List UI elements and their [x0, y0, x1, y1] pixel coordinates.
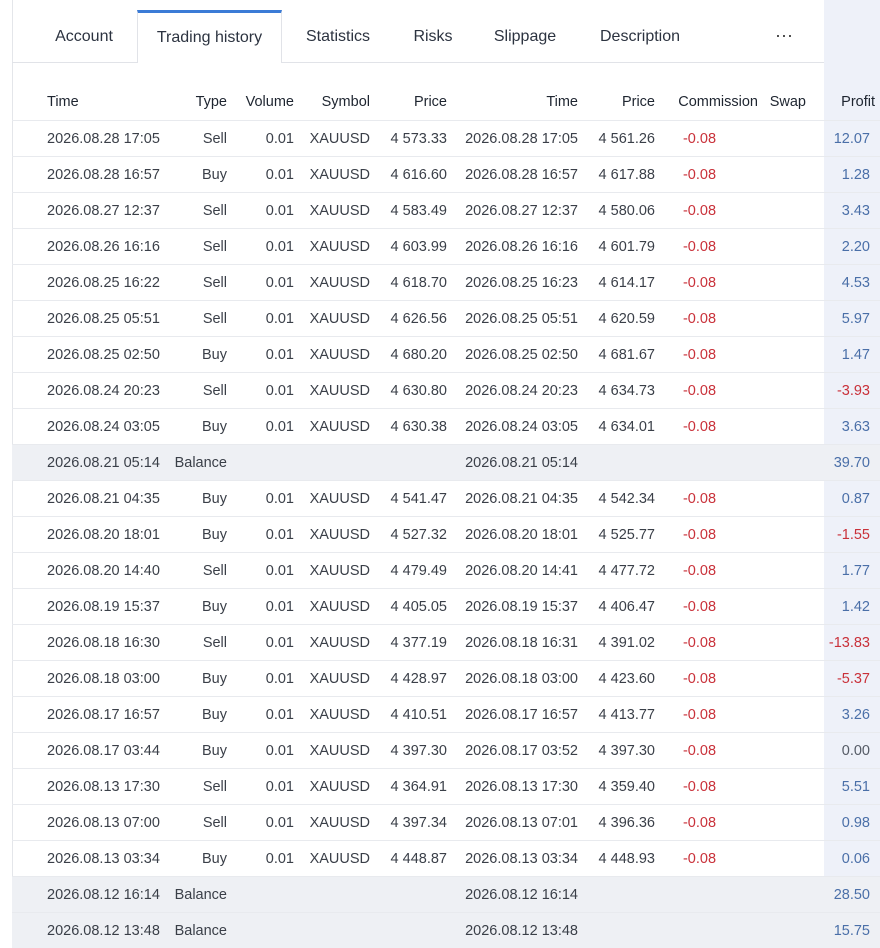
cell-swap: [758, 517, 820, 553]
table-row[interactable]: [12, 481, 880, 517]
tab-bar: [12, 10, 824, 63]
cell-symbol: XAUUSD: [294, 661, 370, 697]
cell-symbol: XAUUSD: [294, 121, 370, 157]
cell-open-price: 4 527.32: [370, 517, 447, 553]
cell-profit: 3.63: [820, 409, 880, 445]
cell-type: Buy: [156, 481, 227, 517]
cell-volume: 0.01: [227, 841, 294, 877]
cell-close-time: 2026.08.17 16:57: [447, 697, 578, 733]
cell-volume: 0.01: [227, 625, 294, 661]
cell-symbol: XAUUSD: [294, 517, 370, 553]
cell-swap: [758, 337, 820, 373]
cell-symbol: XAUUSD: [294, 805, 370, 841]
cell-type: Sell: [156, 229, 227, 265]
cell-commission: -0.08: [655, 625, 758, 661]
cell-close-time: 2026.08.12 13:48: [447, 913, 578, 948]
column-header-open-price[interactable]: Price: [370, 84, 447, 121]
table-row[interactable]: [12, 157, 880, 193]
cell-swap: [758, 877, 820, 913]
tab-risks[interactable]: Risks: [402, 10, 464, 62]
table-row[interactable]: [12, 517, 880, 553]
trading-history-table: [12, 84, 880, 948]
cell-symbol: XAUUSD: [294, 841, 370, 877]
cell-open-price: 4 630.80: [370, 373, 447, 409]
cell-volume: 0.01: [227, 337, 294, 373]
table-row[interactable]: [12, 841, 880, 877]
table-row[interactable]: [12, 265, 880, 301]
cell-close-price: 4 617.88: [578, 157, 655, 193]
cell-profit: 5.97: [820, 301, 880, 337]
cell-symbol: XAUUSD: [294, 409, 370, 445]
cell-close-time: 2026.08.25 05:51: [447, 301, 578, 337]
cell-volume: 0.01: [227, 373, 294, 409]
cell-open-time: 2026.08.24 03:05: [12, 409, 156, 445]
cell-commission: -0.08: [655, 661, 758, 697]
cell-profit: -1.55: [820, 517, 880, 553]
cell-swap: [758, 913, 820, 948]
cell-swap: [758, 301, 820, 337]
cell-type: Balance: [156, 877, 227, 913]
cell-open-price: 4 397.30: [370, 733, 447, 769]
cell-type: Balance: [156, 445, 227, 481]
cell-commission: -0.08: [655, 229, 758, 265]
cell-close-price: 4 620.59: [578, 301, 655, 337]
cell-volume: 0.01: [227, 301, 294, 337]
column-header-profit[interactable]: Profit: [820, 84, 880, 121]
cell-symbol: XAUUSD: [294, 733, 370, 769]
cell-symbol: [294, 445, 370, 481]
table-row[interactable]: [12, 229, 880, 265]
cell-commission: -0.08: [655, 409, 758, 445]
cell-volume: 0.01: [227, 661, 294, 697]
cell-open-price: 4 541.47: [370, 481, 447, 517]
cell-swap: [758, 805, 820, 841]
cell-close-price: [578, 913, 655, 948]
cell-volume: 0.01: [227, 481, 294, 517]
table-row[interactable]: [12, 445, 880, 481]
tab-statistics[interactable]: Statistics: [288, 10, 388, 62]
cell-profit: 15.75: [820, 913, 880, 948]
cell-commission: -0.08: [655, 301, 758, 337]
column-header-close-price[interactable]: Price: [578, 84, 655, 121]
cell-swap: [758, 841, 820, 877]
cell-close-price: 4 681.67: [578, 337, 655, 373]
cell-commission: -0.08: [655, 193, 758, 229]
cell-close-price: [578, 877, 655, 913]
cell-commission: -0.08: [655, 121, 758, 157]
cell-close-price: 4 561.26: [578, 121, 655, 157]
cell-volume: 0.01: [227, 517, 294, 553]
cell-profit: 1.28: [820, 157, 880, 193]
cell-profit: 0.00: [820, 733, 880, 769]
cell-commission: [655, 445, 758, 481]
cell-close-price: [578, 445, 655, 481]
cell-profit: 1.77: [820, 553, 880, 589]
cell-open-time: 2026.08.25 16:22: [12, 265, 156, 301]
cell-symbol: XAUUSD: [294, 301, 370, 337]
cell-open-price: 4 630.38: [370, 409, 447, 445]
cell-close-price: 4 396.36: [578, 805, 655, 841]
cell-close-time: 2026.08.21 04:35: [447, 481, 578, 517]
column-header-commission[interactable]: Commission: [655, 84, 758, 121]
cell-volume: 0.01: [227, 697, 294, 733]
cell-profit: 12.07: [820, 121, 880, 157]
cell-commission: -0.08: [655, 769, 758, 805]
cell-type: Sell: [156, 301, 227, 337]
cell-commission: -0.08: [655, 733, 758, 769]
table-row[interactable]: [12, 877, 880, 913]
column-header-open-time[interactable]: Time: [12, 84, 156, 121]
cell-open-price: 4 573.33: [370, 121, 447, 157]
cell-profit: 3.26: [820, 697, 880, 733]
cell-symbol: XAUUSD: [294, 481, 370, 517]
cell-commission: -0.08: [655, 805, 758, 841]
cell-open-time: 2026.08.28 16:57: [12, 157, 156, 193]
cell-commission: [655, 913, 758, 948]
cell-type: Buy: [156, 157, 227, 193]
cell-open-price: [370, 445, 447, 481]
cell-volume: 0.01: [227, 769, 294, 805]
cell-type: Buy: [156, 661, 227, 697]
cell-swap: [758, 409, 820, 445]
table-row[interactable]: [12, 589, 880, 625]
cell-open-price: 4 616.60: [370, 157, 447, 193]
table-row[interactable]: [12, 769, 880, 805]
cell-open-time: 2026.08.21 05:14: [12, 445, 156, 481]
cell-close-price: 4 448.93: [578, 841, 655, 877]
cell-open-price: 4 405.05: [370, 589, 447, 625]
tab-description[interactable]: Description: [588, 10, 692, 62]
cell-close-time: 2026.08.19 15:37: [447, 589, 578, 625]
cell-volume: [227, 913, 294, 948]
cell-close-time: 2026.08.13 03:34: [447, 841, 578, 877]
cell-open-price: [370, 913, 447, 948]
cell-close-price: 4 413.77: [578, 697, 655, 733]
cell-open-time: 2026.08.25 05:51: [12, 301, 156, 337]
cell-symbol: XAUUSD: [294, 193, 370, 229]
table-row[interactable]: [12, 193, 880, 229]
cell-profit: 3.43: [820, 193, 880, 229]
cell-profit: 39.70: [820, 445, 880, 481]
cell-open-price: 4 397.34: [370, 805, 447, 841]
cell-open-price: 4 583.49: [370, 193, 447, 229]
cell-close-time: 2026.08.24 20:23: [447, 373, 578, 409]
table-row[interactable]: [12, 805, 880, 841]
cell-volume: 0.01: [227, 265, 294, 301]
cell-swap: [758, 481, 820, 517]
cell-symbol: XAUUSD: [294, 553, 370, 589]
cell-swap: [758, 229, 820, 265]
cell-type: Buy: [156, 697, 227, 733]
cell-commission: -0.08: [655, 337, 758, 373]
cell-swap: [758, 661, 820, 697]
cell-close-time: 2026.08.18 03:00: [447, 661, 578, 697]
cell-type: Buy: [156, 733, 227, 769]
cell-close-time: 2026.08.13 17:30: [447, 769, 578, 805]
cell-volume: 0.01: [227, 229, 294, 265]
cell-close-time: 2026.08.21 05:14: [447, 445, 578, 481]
cell-swap: [758, 697, 820, 733]
cell-close-price: 4 423.60: [578, 661, 655, 697]
cell-type: Buy: [156, 841, 227, 877]
table-row[interactable]: [12, 697, 880, 733]
cell-open-time: 2026.08.13 03:34: [12, 841, 156, 877]
cell-close-time: 2026.08.25 02:50: [447, 337, 578, 373]
cell-profit: 28.50: [820, 877, 880, 913]
cell-symbol: [294, 877, 370, 913]
cell-profit: 0.06: [820, 841, 880, 877]
cell-symbol: XAUUSD: [294, 373, 370, 409]
cell-close-price: 4 634.73: [578, 373, 655, 409]
cell-symbol: XAUUSD: [294, 589, 370, 625]
tab-account[interactable]: Account: [36, 10, 132, 62]
cell-close-price: 4 406.47: [578, 589, 655, 625]
cell-type: Buy: [156, 517, 227, 553]
cell-close-time: 2026.08.28 17:05: [447, 121, 578, 157]
cell-commission: -0.08: [655, 517, 758, 553]
cell-open-time: 2026.08.25 02:50: [12, 337, 156, 373]
cell-commission: -0.08: [655, 481, 758, 517]
cell-type: Sell: [156, 121, 227, 157]
cell-swap: [758, 121, 820, 157]
cell-type: Sell: [156, 373, 227, 409]
cell-close-time: 2026.08.25 16:23: [447, 265, 578, 301]
cell-symbol: XAUUSD: [294, 337, 370, 373]
cell-open-time: 2026.08.12 16:14: [12, 877, 156, 913]
cell-commission: -0.08: [655, 553, 758, 589]
cell-profit: -5.37: [820, 661, 880, 697]
cell-commission: -0.08: [655, 697, 758, 733]
table-row[interactable]: [12, 913, 880, 948]
cell-swap: [758, 193, 820, 229]
cell-close-time: 2026.08.18 16:31: [447, 625, 578, 661]
cell-type: Buy: [156, 409, 227, 445]
cell-open-price: 4 626.56: [370, 301, 447, 337]
cell-symbol: XAUUSD: [294, 697, 370, 733]
cell-symbol: XAUUSD: [294, 265, 370, 301]
cell-open-time: 2026.08.20 14:40: [12, 553, 156, 589]
cell-open-time: 2026.08.24 20:23: [12, 373, 156, 409]
tab-slippage[interactable]: Slippage: [482, 10, 568, 62]
cell-open-price: 4 364.91: [370, 769, 447, 805]
cell-commission: -0.08: [655, 589, 758, 625]
tab-trading-history[interactable]: Trading history: [137, 10, 282, 63]
cell-open-time: 2026.08.13 17:30: [12, 769, 156, 805]
cell-close-price: 4 542.34: [578, 481, 655, 517]
cell-type: Buy: [156, 589, 227, 625]
cell-close-time: 2026.08.28 16:57: [447, 157, 578, 193]
cell-commission: -0.08: [655, 265, 758, 301]
column-header-volume[interactable]: Volume: [227, 84, 294, 121]
cell-close-price: 4 359.40: [578, 769, 655, 805]
cell-commission: [655, 877, 758, 913]
cell-open-time: 2026.08.20 18:01: [12, 517, 156, 553]
cell-profit: 0.87: [820, 481, 880, 517]
cell-volume: [227, 877, 294, 913]
table-row[interactable]: [12, 121, 880, 157]
cell-volume: 0.01: [227, 193, 294, 229]
cell-open-time: 2026.08.12 13:48: [12, 913, 156, 948]
cell-swap: [758, 373, 820, 409]
column-header-close-time[interactable]: Time: [447, 84, 578, 121]
cell-close-price: 4 397.30: [578, 733, 655, 769]
cell-symbol: [294, 913, 370, 948]
cell-profit: 4.53: [820, 265, 880, 301]
cell-type: Sell: [156, 265, 227, 301]
cell-close-price: 4 634.01: [578, 409, 655, 445]
cell-open-time: 2026.08.17 03:44: [12, 733, 156, 769]
table-row[interactable]: [12, 373, 880, 409]
table-row[interactable]: [12, 409, 880, 445]
cell-type: Buy: [156, 337, 227, 373]
cell-open-price: 4 479.49: [370, 553, 447, 589]
cell-swap: [758, 157, 820, 193]
cell-close-price: 4 477.72: [578, 553, 655, 589]
cell-open-time: 2026.08.18 03:00: [12, 661, 156, 697]
cell-type: Sell: [156, 625, 227, 661]
cell-open-time: 2026.08.28 17:05: [12, 121, 156, 157]
cell-type: Sell: [156, 193, 227, 229]
cell-volume: 0.01: [227, 553, 294, 589]
cell-close-time: 2026.08.26 16:16: [447, 229, 578, 265]
cell-close-time: 2026.08.20 18:01: [447, 517, 578, 553]
cell-profit: -3.93: [820, 373, 880, 409]
cell-volume: 0.01: [227, 805, 294, 841]
cell-profit: 5.51: [820, 769, 880, 805]
cell-close-time: 2026.08.12 16:14: [447, 877, 578, 913]
cell-open-time: 2026.08.13 07:00: [12, 805, 156, 841]
cell-close-time: 2026.08.20 14:41: [447, 553, 578, 589]
cell-open-price: 4 377.19: [370, 625, 447, 661]
cell-open-time: 2026.08.26 16:16: [12, 229, 156, 265]
cell-open-price: [370, 877, 447, 913]
cell-symbol: XAUUSD: [294, 157, 370, 193]
cell-commission: -0.08: [655, 373, 758, 409]
cell-volume: 0.01: [227, 589, 294, 625]
cell-close-price: 4 391.02: [578, 625, 655, 661]
cell-swap: [758, 733, 820, 769]
cell-swap: [758, 445, 820, 481]
cell-open-price: 4 448.87: [370, 841, 447, 877]
cell-open-price: 4 618.70: [370, 265, 447, 301]
cell-swap: [758, 553, 820, 589]
cell-close-price: 4 525.77: [578, 517, 655, 553]
cell-symbol: XAUUSD: [294, 769, 370, 805]
table-row[interactable]: [12, 553, 880, 589]
cell-open-time: 2026.08.27 12:37: [12, 193, 156, 229]
cell-volume: 0.01: [227, 121, 294, 157]
table-row[interactable]: [12, 301, 880, 337]
cell-close-price: 4 580.06: [578, 193, 655, 229]
cell-volume: 0.01: [227, 157, 294, 193]
cell-close-price: 4 601.79: [578, 229, 655, 265]
cell-type: Sell: [156, 553, 227, 589]
cell-open-price: 4 603.99: [370, 229, 447, 265]
cell-open-price: 4 410.51: [370, 697, 447, 733]
cell-open-time: 2026.08.18 16:30: [12, 625, 156, 661]
cell-close-time: 2026.08.24 03:05: [447, 409, 578, 445]
cell-volume: 0.01: [227, 733, 294, 769]
cell-close-time: 2026.08.13 07:01: [447, 805, 578, 841]
table-row[interactable]: [12, 337, 880, 373]
cell-open-time: 2026.08.21 04:35: [12, 481, 156, 517]
cell-commission: -0.08: [655, 841, 758, 877]
table-header-row: [12, 84, 880, 121]
cell-swap: [758, 625, 820, 661]
column-header-symbol[interactable]: Symbol: [294, 84, 370, 121]
cell-volume: 0.01: [227, 409, 294, 445]
cell-profit: 0.98: [820, 805, 880, 841]
cell-close-time: 2026.08.17 03:52: [447, 733, 578, 769]
cell-symbol: XAUUSD: [294, 229, 370, 265]
cell-swap: [758, 769, 820, 805]
table-row[interactable]: [12, 661, 880, 697]
cell-type: Sell: [156, 769, 227, 805]
cell-profit: 1.47: [820, 337, 880, 373]
cell-commission: -0.08: [655, 157, 758, 193]
more-options-icon[interactable]: ···: [770, 10, 798, 62]
cell-profit: 2.20: [820, 229, 880, 265]
cell-symbol: XAUUSD: [294, 625, 370, 661]
cell-close-time: 2026.08.27 12:37: [447, 193, 578, 229]
table-row[interactable]: [12, 733, 880, 769]
cell-open-time: 2026.08.17 16:57: [12, 697, 156, 733]
column-header-swap[interactable]: Swap: [758, 84, 820, 121]
cell-volume: [227, 445, 294, 481]
cell-type: Sell: [156, 805, 227, 841]
cell-type: Balance: [156, 913, 227, 948]
cell-swap: [758, 265, 820, 301]
table-row[interactable]: [12, 625, 880, 661]
cell-swap: [758, 589, 820, 625]
cell-profit: -13.83: [820, 625, 880, 661]
cell-close-price: 4 614.17: [578, 265, 655, 301]
cell-open-price: 4 680.20: [370, 337, 447, 373]
cell-profit: 1.42: [820, 589, 880, 625]
column-header-type[interactable]: Type: [156, 84, 227, 121]
cell-open-price: 4 428.97: [370, 661, 447, 697]
cell-open-time: 2026.08.19 15:37: [12, 589, 156, 625]
